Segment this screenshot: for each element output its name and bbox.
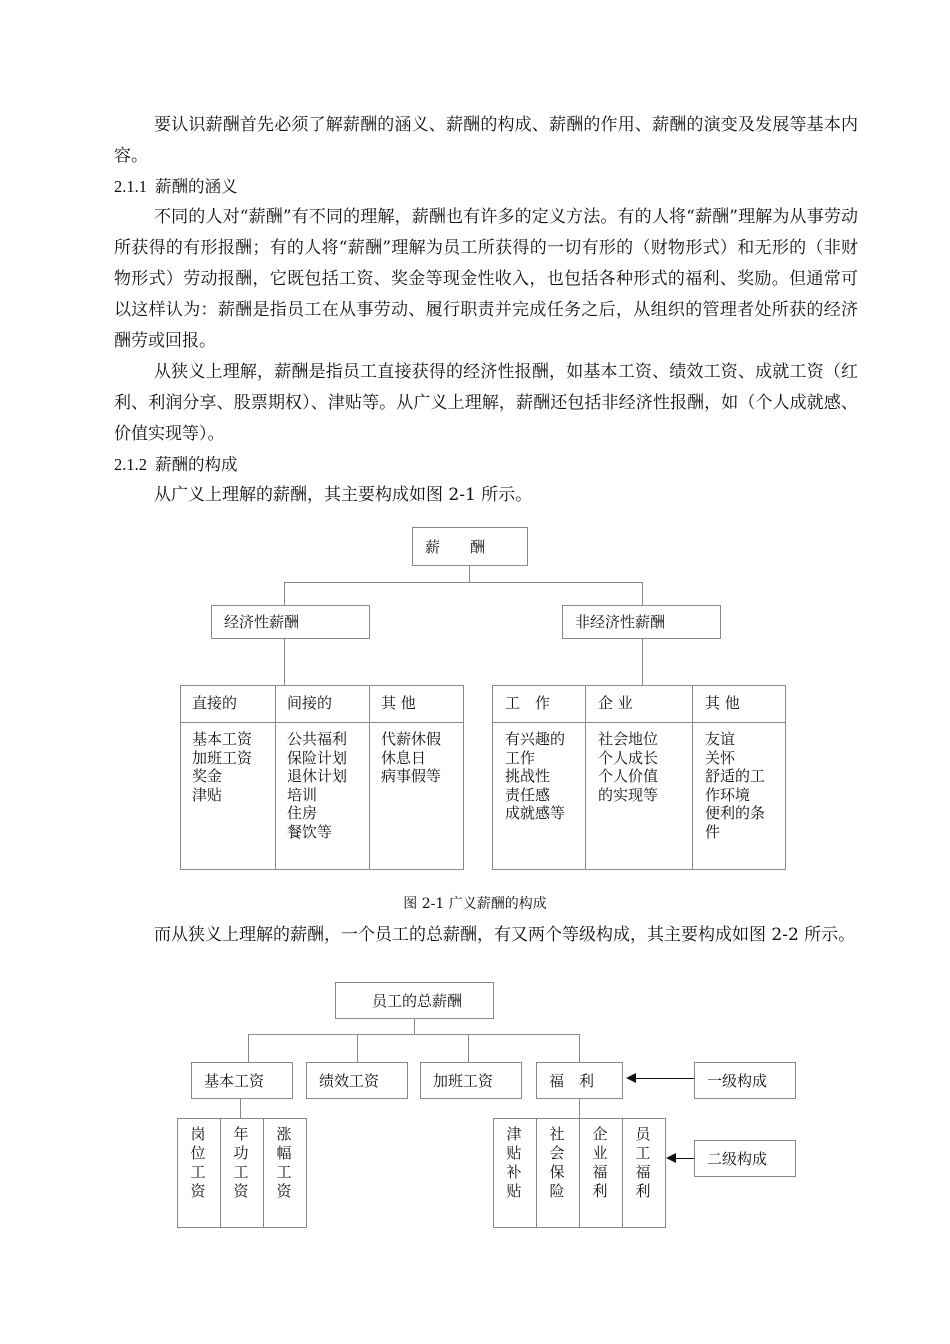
column-header: 企 业 xyxy=(598,694,633,712)
column-header: 间接的 xyxy=(287,694,333,712)
column-body: 代薪休假 休息日 病事假等 xyxy=(381,730,442,785)
intro-paragraph: 要认识薪酬首先必须了解薪酬的涵义、薪酬的构成、薪酬的作用、薪酬的演变及发展等基本内容。 xyxy=(114,115,858,166)
column-header: 工 作 xyxy=(505,694,551,712)
basic-salary-box xyxy=(191,1062,293,1099)
table-divider xyxy=(585,685,586,870)
sub-item: 社会保险 xyxy=(549,1125,565,1200)
level1-label: 基本工资 xyxy=(204,1071,265,1090)
column-body: 公共福利 保险计划 退休计划 培训 住房 餐饮等 xyxy=(287,730,348,841)
non-economic-compensation-box xyxy=(562,605,721,639)
overtime-salary-box xyxy=(420,1062,522,1099)
column-body: 基本工资 加班工资 奖金 津贴 xyxy=(192,730,253,804)
figure2-intro-paragraph: 而从狭义上理解的薪酬，一个员工的总薪酬，有又两个等级构成，其主要构成如图 2-2 所示。 xyxy=(154,925,856,945)
connector xyxy=(240,1099,241,1118)
table-divider xyxy=(492,722,786,723)
welfare-box xyxy=(536,1062,623,1099)
column-header: 直接的 xyxy=(192,694,238,712)
table-divider xyxy=(369,685,370,870)
branch-label: 经济性薪酬 xyxy=(224,613,300,631)
sub-item: 企业福利 xyxy=(592,1125,608,1200)
economic-compensation-box xyxy=(211,605,370,639)
figure1-intro-paragraph: 从广义上理解的薪酬，其主要构成如图 2-1 所示。 xyxy=(154,485,533,505)
narrow-broad-paragraph: 从狭义上理解，薪酬是指员工直接获得的经济性报酬，如基本工资、绩效工资、成就工资（红利、利润分享、股票期权）、津贴等。从广义上理解，薪酬还包括非经济性报酬，如（个人成就感、价值实现等）。 xyxy=(114,362,858,444)
root-label: 员工的总薪酬 xyxy=(372,991,463,1010)
section-number: 2.1.2 xyxy=(114,455,147,474)
table-divider xyxy=(692,685,693,870)
sub-item: 涨幅工资 xyxy=(276,1125,292,1200)
arrow-shaft xyxy=(636,1078,694,1079)
figure-caption: 图 2-1 广义薪酬的构成 xyxy=(403,896,547,912)
root-box xyxy=(412,527,528,566)
table-divider xyxy=(622,1118,623,1228)
level2-legend-box xyxy=(694,1140,796,1177)
section-heading-meaning xyxy=(114,176,238,198)
connector xyxy=(642,639,643,685)
arrow-shaft xyxy=(676,1158,694,1159)
section-title: 薪酬的涵义 xyxy=(155,178,238,196)
connector xyxy=(284,582,285,605)
connector xyxy=(248,1034,249,1062)
legend-label: 二级构成 xyxy=(707,1149,768,1168)
section-heading-composition xyxy=(114,454,238,476)
table-divider xyxy=(263,1118,264,1228)
table-divider xyxy=(180,722,464,723)
table-divider xyxy=(579,1118,580,1228)
connector xyxy=(579,1034,580,1062)
column-body: 社会地位 个人成长 个人价值 的实现等 xyxy=(598,730,659,804)
performance-salary-box xyxy=(306,1062,408,1099)
connector xyxy=(642,582,643,605)
column-header: 其 他 xyxy=(705,694,740,712)
connector xyxy=(284,582,643,583)
root-box xyxy=(335,982,494,1019)
sub-item: 年功工资 xyxy=(233,1125,249,1200)
connector xyxy=(469,566,470,583)
connector xyxy=(284,639,285,685)
arrow-left-icon xyxy=(626,1073,636,1083)
sub-item: 岗位工资 xyxy=(190,1125,206,1200)
table-divider xyxy=(220,1118,221,1228)
sub-item: 津贴补贴 xyxy=(506,1125,522,1200)
definition-paragraph: 不同的人对“薪酬”有不同的理解，薪酬也有许多的定义方法。有的人将“薪酬”理解为从事劳动所获得的有形报酬；有的人将“薪酬”理解为员工所获得的一切有形的（财物形式）和无形的（非财物形式）劳动报酬，它既包括工资、奖金等现金性收入，也包括各种形式的福利、奖励。但通常可以这样认为：薪酬是指员工在从事劳动、履行职责并完成任务之后，从组织的管理者处所获的经济酬劳或回报。 xyxy=(114,207,858,351)
legend-label: 一级构成 xyxy=(707,1071,768,1090)
connector xyxy=(579,1099,580,1118)
table-divider xyxy=(275,685,276,870)
section-title: 薪酬的构成 xyxy=(155,456,238,474)
level1-label: 加班工资 xyxy=(433,1071,494,1090)
connector xyxy=(357,1034,358,1062)
level1-label: 福 利 xyxy=(549,1071,595,1090)
sub-item: 员工福利 xyxy=(635,1125,651,1200)
level1-label: 绩效工资 xyxy=(319,1071,380,1090)
section-number: 2.1.1 xyxy=(114,177,147,196)
column-body: 友谊 关怀 舒适的工 作环境 便利的条 件 xyxy=(705,730,766,841)
branch-label: 非经济性薪酬 xyxy=(575,613,666,631)
level1-legend-box xyxy=(694,1062,796,1099)
root-label: 薪 酬 xyxy=(425,537,486,556)
column-body: 有兴趣的 工作 挑战性 责任感 成就感等 xyxy=(505,730,566,822)
column-header: 其 他 xyxy=(381,694,416,712)
connector xyxy=(468,1034,469,1062)
connector xyxy=(414,1019,415,1034)
arrow-left-icon xyxy=(666,1153,676,1163)
table-divider xyxy=(536,1118,537,1228)
connector xyxy=(248,1034,580,1035)
